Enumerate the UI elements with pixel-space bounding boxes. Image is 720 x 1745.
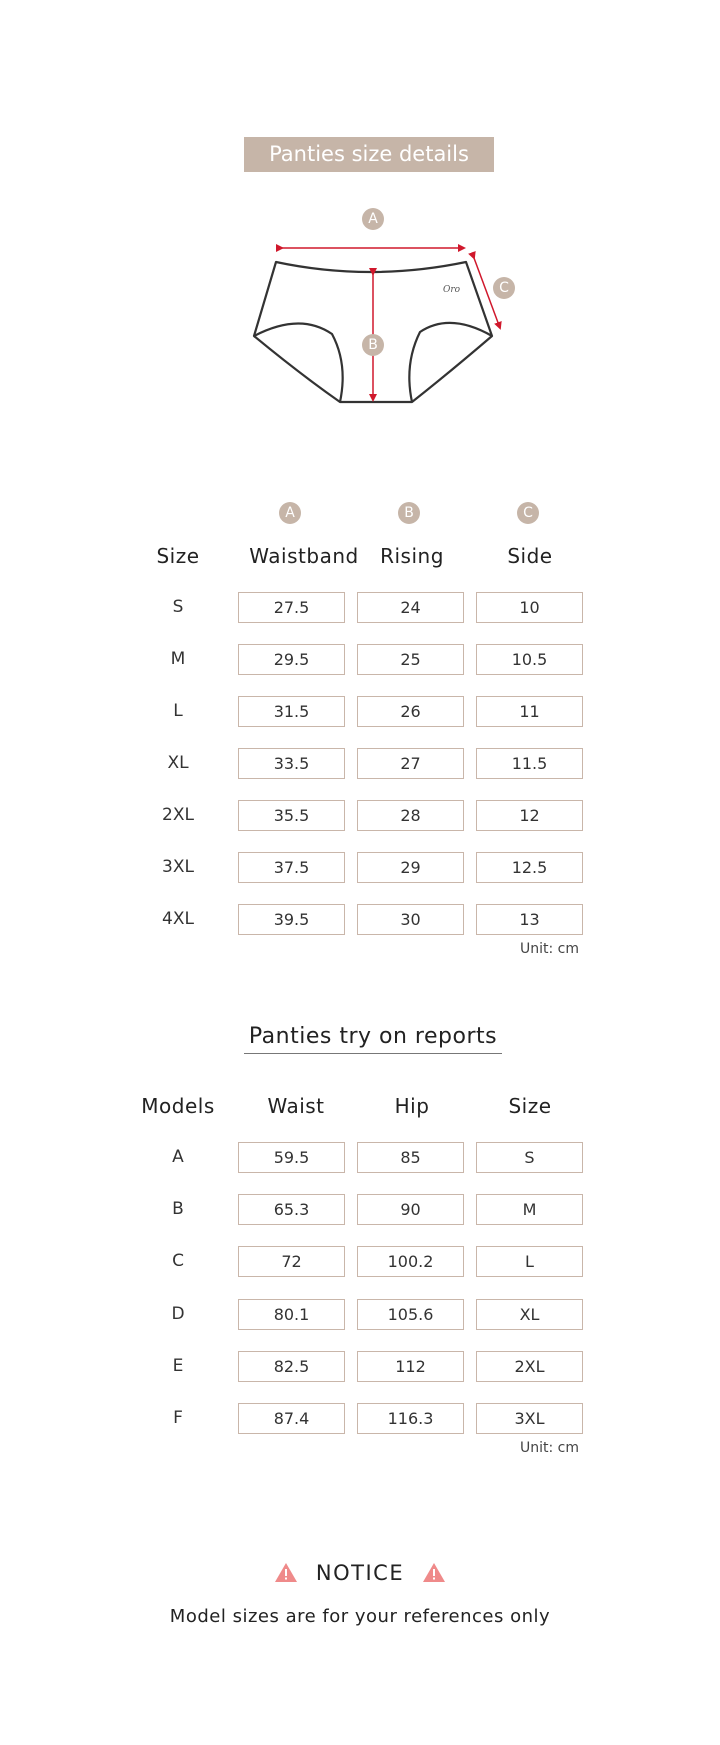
try-on-table-cell: 82.5: [238, 1351, 345, 1382]
try-on-table-row-label: D: [171, 1303, 185, 1324]
size-table-cell: 37.5: [238, 852, 345, 883]
column-header-size: Size: [156, 544, 200, 568]
size-table-unit: Unit: cm: [520, 941, 580, 957]
size-table-cell: 10.5: [476, 644, 583, 675]
warning-triangle-icon: [422, 1562, 446, 1583]
column-header-model-size: Size: [508, 1094, 552, 1118]
try-on-reports-title: Panties try on reports: [244, 1024, 502, 1054]
size-table-cell: 12.5: [476, 852, 583, 883]
notice-heading: [0, 1561, 720, 1585]
try-on-table-row-label: A: [172, 1147, 184, 1167]
size-table-row-label: 4XL: [162, 909, 194, 929]
column-marker-b: B: [398, 502, 420, 524]
size-table-row-label: 3XL: [162, 857, 194, 877]
size-table-cell: 29.5: [238, 644, 345, 675]
size-table-cell: 30: [357, 904, 464, 935]
try-on-table-cell: 100.2: [357, 1246, 464, 1277]
size-table-cell: 27: [357, 748, 464, 779]
try-on-table-cell: M: [476, 1194, 583, 1225]
column-header-side: Side: [507, 544, 553, 568]
column-header-models: Models: [141, 1094, 215, 1118]
size-details-title: Panties size details: [244, 137, 494, 172]
size-table-row-label: 2XL: [162, 805, 194, 825]
try-on-table-cell: 105.6: [357, 1299, 464, 1330]
size-table-cell: 24: [357, 592, 464, 623]
size-table-cell: 33.5: [238, 748, 345, 779]
dimension-marker-a: A: [362, 208, 384, 230]
size-table-cell: 11: [476, 696, 583, 727]
column-marker-a: A: [279, 502, 301, 524]
try-on-table-cell: S: [476, 1142, 583, 1173]
try-on-table-cell: 80.1: [238, 1299, 345, 1330]
notice-text: Model sizes are for your references only: [169, 1606, 551, 1627]
panties-diagram: [240, 211, 520, 434]
try-on-table-row-label: F: [173, 1408, 183, 1428]
try-on-table-cell: 116.3: [357, 1403, 464, 1434]
size-table-cell: 31.5: [238, 696, 345, 727]
try-on-table-cell: 65.3: [238, 1194, 345, 1225]
panties-outline-graphic: [240, 214, 520, 434]
try-on-table-cell: 2XL: [476, 1351, 583, 1382]
size-table-cell: 26: [357, 696, 464, 727]
try-on-table-cell: 59.5: [238, 1142, 345, 1173]
try-on-table-cell: 90: [357, 1194, 464, 1225]
try-on-table-cell: L: [476, 1246, 583, 1277]
try-on-table-row-label: B: [172, 1199, 184, 1220]
size-table-cell: 12: [476, 800, 583, 831]
try-on-table-unit: Unit: cm: [520, 1440, 580, 1456]
try-on-table-cell: 87.4: [238, 1403, 345, 1434]
size-table-row-label: S: [172, 597, 184, 617]
size-table-cell: 39.5: [238, 904, 345, 935]
notice-title: NOTICE: [315, 1561, 405, 1585]
dimension-marker-b: B: [362, 334, 384, 356]
column-header-waist: Waist: [267, 1094, 325, 1118]
try-on-table-cell: 3XL: [476, 1403, 583, 1434]
column-header-waistband: Waistband: [249, 544, 359, 568]
size-table-cell: 28: [357, 800, 464, 831]
try-on-table-cell: 112: [357, 1351, 464, 1382]
size-table-cell: 25: [357, 644, 464, 675]
try-on-table-row-label: E: [172, 1355, 184, 1376]
size-table-cell: 35.5: [238, 800, 345, 831]
size-table-row-label: XL: [167, 753, 189, 773]
size-table-row-label: M: [170, 649, 186, 669]
column-header-rising: Rising: [380, 544, 444, 568]
size-table-cell: 11.5: [476, 748, 583, 779]
brand-mark: Oro: [443, 285, 461, 295]
size-table-cell: 29: [357, 852, 464, 883]
size-table-cell: 27.5: [238, 592, 345, 623]
dimension-marker-c: C: [493, 277, 515, 299]
column-header-hip: Hip: [394, 1094, 430, 1118]
try-on-table-cell: 72: [238, 1246, 345, 1277]
size-table-cell: 10: [476, 592, 583, 623]
column-marker-c: C: [517, 502, 539, 524]
try-on-table-row-label: C: [172, 1251, 184, 1272]
try-on-table-cell: XL: [476, 1299, 583, 1330]
size-table-row-label: L: [173, 701, 183, 721]
size-table-cell: 13: [476, 904, 583, 935]
warning-triangle-icon: [274, 1562, 298, 1583]
try-on-table-cell: 85: [357, 1142, 464, 1173]
